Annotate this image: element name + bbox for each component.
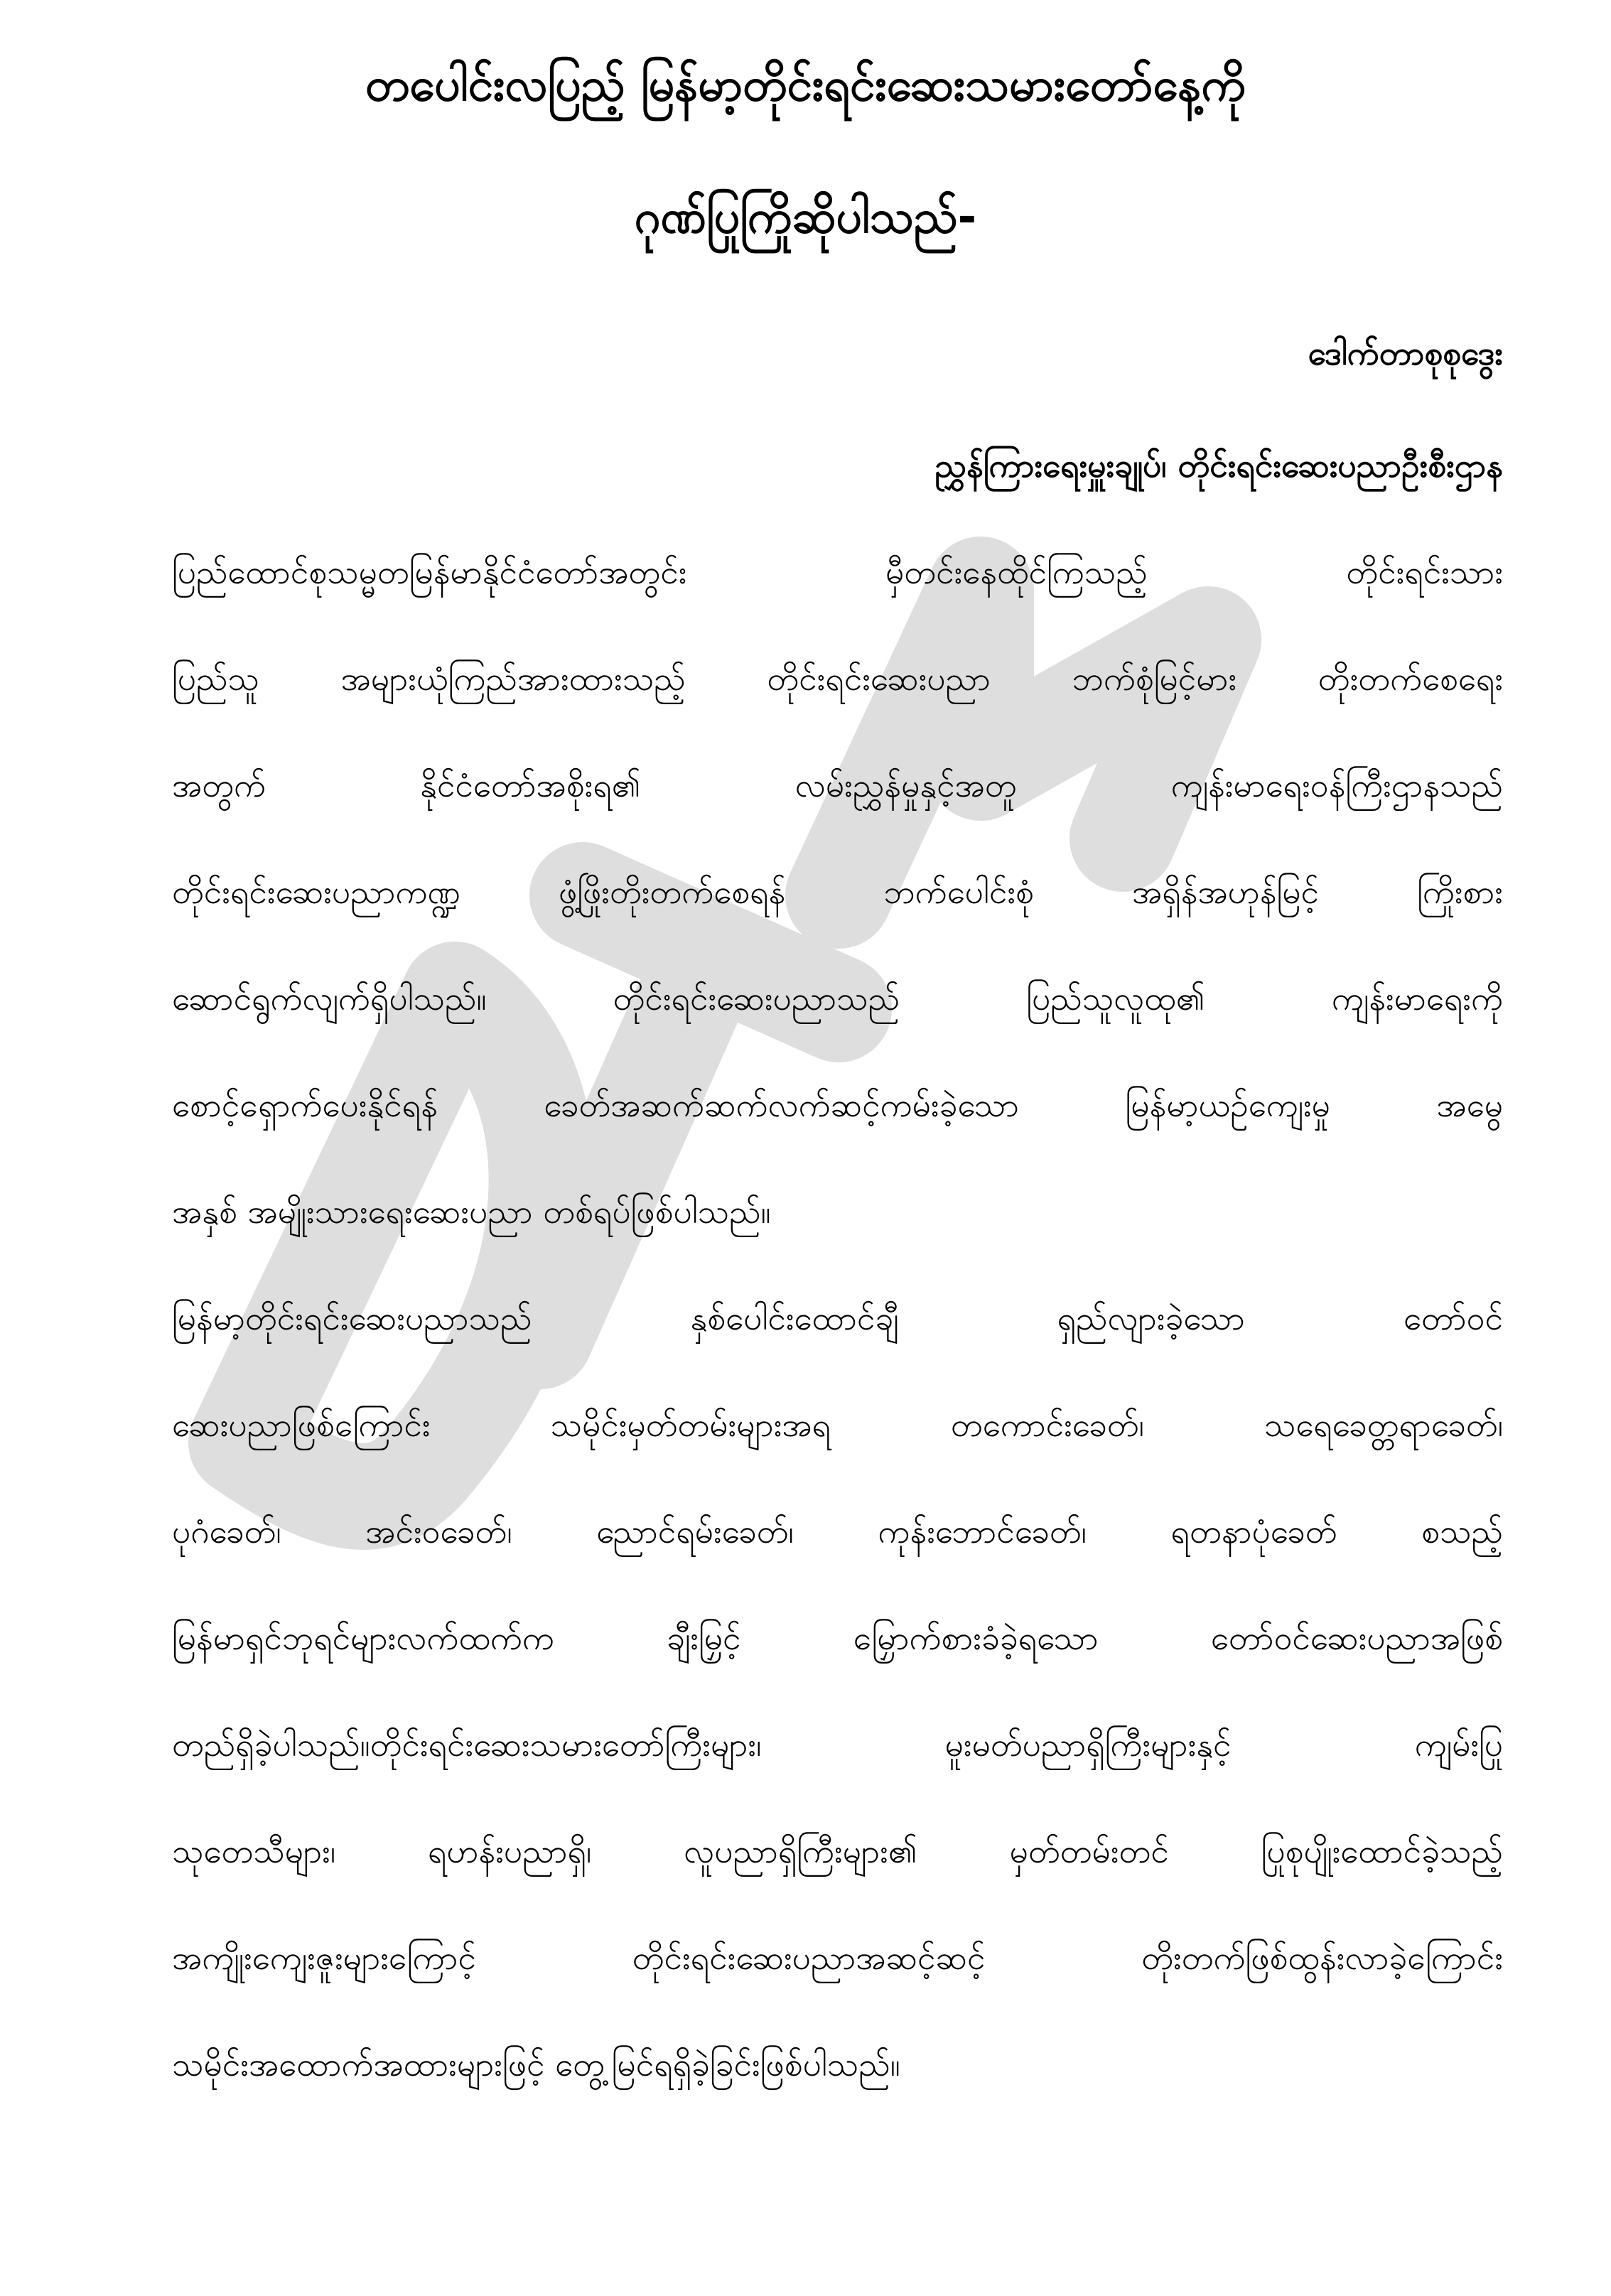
paragraph-line: တိုင်းရင်းဆေးပညာကဏ္ဍ ဖွံ့ဖြိုးတိုးတက်စေရန် ဘက်ပေါင်းစုံ အရှိန်အဟုန်မြင့် ကြိုးစား [172,873,1503,911]
document-title-line-2: ဂုဏ်ပြုကြိုဆိုပါသည်- [634,191,977,244]
paragraph-line: ဆောင်ရွက်လျက်ရှိပါသည်။ တိုင်းရင်းဆေးပညာသည် ပြည်သူလူထု၏ ကျန်းမာရေးကို [172,979,1503,1018]
paragraph-line: ပြည်ထောင်စုသမ္မတမြန်မာနိုင်ငံတော်အတွင်း မှီတင်းနေထိုင်ကြသည့် တိုင်းရင်းသား [172,553,1503,591]
paragraph-line: အနှစ် အမျိုးသားရေးဆေးပညာ တစ်ရပ်ဖြစ်ပါသည်။ [172,1192,771,1231]
paragraph-line: သမိုင်းအထောက်အထားများဖြင့် တွေ့မြင်ရရှိခဲ့ခြင်းဖြစ်ပါသည်။ [172,2045,900,2084]
paragraph-line: ဆေးပညာဖြစ်ကြောင်း သမိုင်းမှတ်တမ်းများအရ တကောင်းခေတ်၊ သရေခေတ္တရာခေတ်၊ [172,1406,1503,1444]
author-name: ဒေါက်တာစုစုဒွေး [1308,334,1503,372]
paragraph-line: ပုဂံခေတ်၊ အင်းဝခေတ်၊ ညောင်ရမ်းခေတ်၊ ကုန်းဘောင်ခေတ်၊ ရတနာပုံခေတ် စသည့် [172,1512,1503,1551]
paragraph-line: အတွက် နိုင်ငံတော်အစိုးရ၏ လမ်းညွှန်မှုနှင့်အတူ ကျန်းမာရေးဝန်ကြီးဌာနသည် [172,766,1503,804]
author-position: ညွှန်ကြားရေးမှူးချုပ်၊ တိုင်းရင်းဆေးပညာဦးစီးဌာန [934,446,1503,485]
paragraph-line: တည်ရှိခဲ့ပါသည်။တိုင်းရင်းဆေးသမားတော်ကြီးများ၊ မူးမတ်ပညာရှိကြီးများနှင့် ကျမ်းပြု [172,1725,1503,1764]
paragraph-line: ပြည်သူ အများယုံကြည်အားထားသည့် တိုင်းရင်းဆေးပညာ ဘက်စုံမြင့်မား တိုးတက်စေရေး [172,659,1503,698]
paragraph-line: မြန်မာရှင်ဘုရင်များလက်ထက်က ချီးမြှင့် မြှောက်စားခံခဲ့ရသော တော်ဝင်ဆေးပညာအဖြစ် [172,1619,1503,1657]
paragraph-line: မြန်မာ့တိုင်းရင်းဆေးပညာသည် နှစ်ပေါင်းထောင်ချီ ရှည်လျားခဲ့သော တော်ဝင် [172,1299,1503,1337]
paragraph-line: သုတေသီများ၊ ရဟန်းပညာရှိ၊ လူပညာရှိကြီးများ၏ မှတ်တမ်းတင် ပြုစုပျိုးထောင်ခဲ့သည့် [172,1832,1503,1870]
document-title-line-1: တပေါင်းလပြည့် မြန်မာ့တိုင်းရင်းဆေးသမားတော်နေ့ကို [365,59,1246,112]
paragraph-line: အကျိုးကျေးဇူးများကြောင့် တိုင်းရင်းဆေးပညာအဆင့်ဆင့် တိုးတက်ဖြစ်ထွန်းလာခဲ့ကြောင်း [172,1939,1503,1977]
paragraph-line: စောင့်ရှောက်ပေးနိုင်ရန် ခေတ်အဆက်ဆက်လက်ဆင့်ကမ်းခဲ့သော မြန်မာ့ယဉ်ကျေးမှု အမွေ [172,1086,1503,1124]
